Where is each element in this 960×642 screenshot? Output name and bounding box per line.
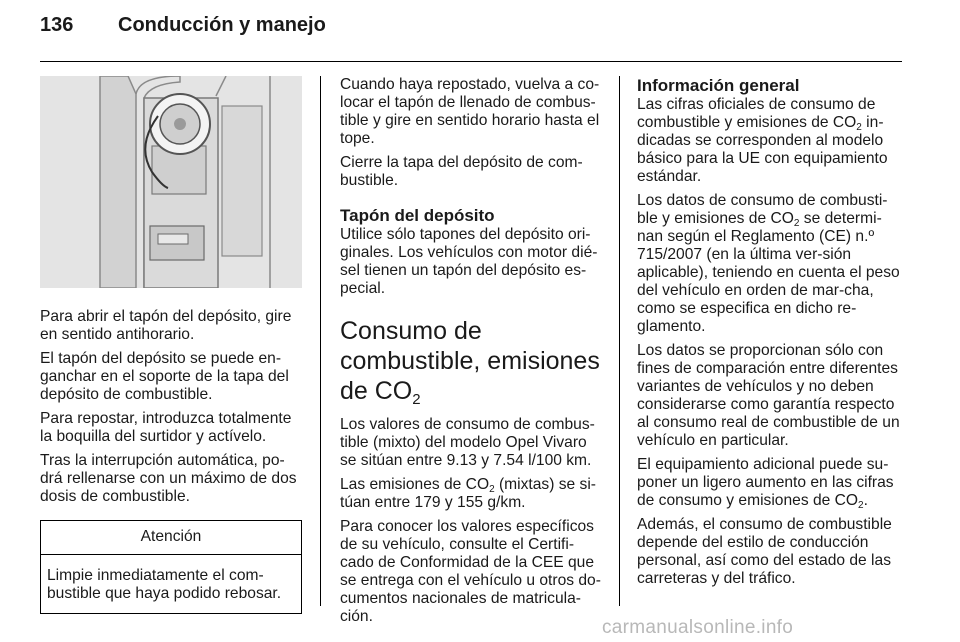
header-rule [40, 61, 902, 62]
paragraph: Los datos de consumo de combusti-ble y emisiones de $CO_2$ se determi-nan según el Reglamento (CE) n.º 715/2007 (en la última ver-sión aplicable), teniendo en cuenta el peso del vehículo en orden de mar-cha, como se especifica en dicho re-glamento. [637, 192, 900, 335]
paragraph: El tapón del depósito se puede en-ganchar en el soporte de la tapa del depósito de combustible. [40, 350, 289, 403]
page-number: 136 [40, 14, 74, 36]
paragraph: Para conocer los valores específicos de su vehículo, consulte el Certifi-cado de Conformidad de la CEE que se entrega con el vehículo u otros do-cumentos nacionales de matricula-ción. [340, 518, 601, 625]
paragraph: Las cifras oficiales de consumo de combustible y emisiones de $CO_2$ in-dicadas se corresponden al modelo básico para la UE con equipamiento estándar. [637, 96, 888, 185]
paragraph: El equipamiento adicional puede su-poner un ligero aumento en las cifras de consumo y emisiones de $CO_2$. [637, 456, 894, 511]
paragraph: Además, el consumo de combustible depende del estilo de conducción personal, así como del estado de las carreteras y del tráfico. [637, 516, 892, 587]
column-3 [637, 76, 902, 594]
paragraph: Para repostar, introduzca totalmente la boquilla del surtidor y actívelo. [40, 410, 292, 445]
column-1 [40, 76, 302, 614]
fuel-cap-illustration [40, 76, 302, 288]
column-divider-1 [320, 76, 321, 606]
page-header [40, 14, 326, 37]
paragraph: Los valores de consumo de combus-tible (mixto) del modelo Opel Vivaro se sitúan entre 9.13 y 7.54 l/100 km. [340, 416, 595, 469]
paragraph: Los datos se proporcionan sólo con fines de comparación entre diferentes variantes de vehículos y no deben considerarse como garantía respecto al consumo real de combustible de un vehículo en particular. [637, 342, 900, 449]
section-heading-informacion: Información general [637, 76, 800, 95]
notice-title: Atención [41, 521, 301, 555]
column-divider-2 [619, 76, 620, 606]
notice-box [40, 520, 302, 614]
section-heading-tapon: Tapón del depósito [340, 206, 495, 225]
fuel-filler-image [40, 76, 302, 288]
column-2 [340, 76, 602, 632]
paragraph: Para abrir el tapón del depósito, gire en sentido antihorario. [40, 308, 292, 343]
paragraph: Cuando haya repostado, vuelva a co-locar el tapón de llenado de combus-tible y gire en sentido horario hasta el tope. [340, 76, 600, 147]
watermark: carmanualsonline.info [602, 617, 794, 638]
paragraph: Las emisiones de $CO_2$ (mixtas) se si-túan entre 179 y 155 g/km. [340, 476, 596, 511]
section-heading-consumo: Consumo de combustible, emisiones de $CO_2$ [340, 317, 600, 408]
page-title: Conducción y manejo [118, 14, 326, 36]
paragraph: Utilice sólo tapones del depósito ori-ginales. Los vehículos con motor dié-sel tienen un tapón del depósito es-pecial. [340, 226, 598, 297]
notice-body: Limpie inmediatamente el com-bustible que haya podido rebosar. [47, 567, 282, 602]
paragraph: Cierre la tapa del depósito de com-bustible. [340, 154, 583, 189]
paragraph: Tras la interrupción automática, po-drá rellenarse con un máximo de dos dosis de combustible. [40, 452, 297, 505]
